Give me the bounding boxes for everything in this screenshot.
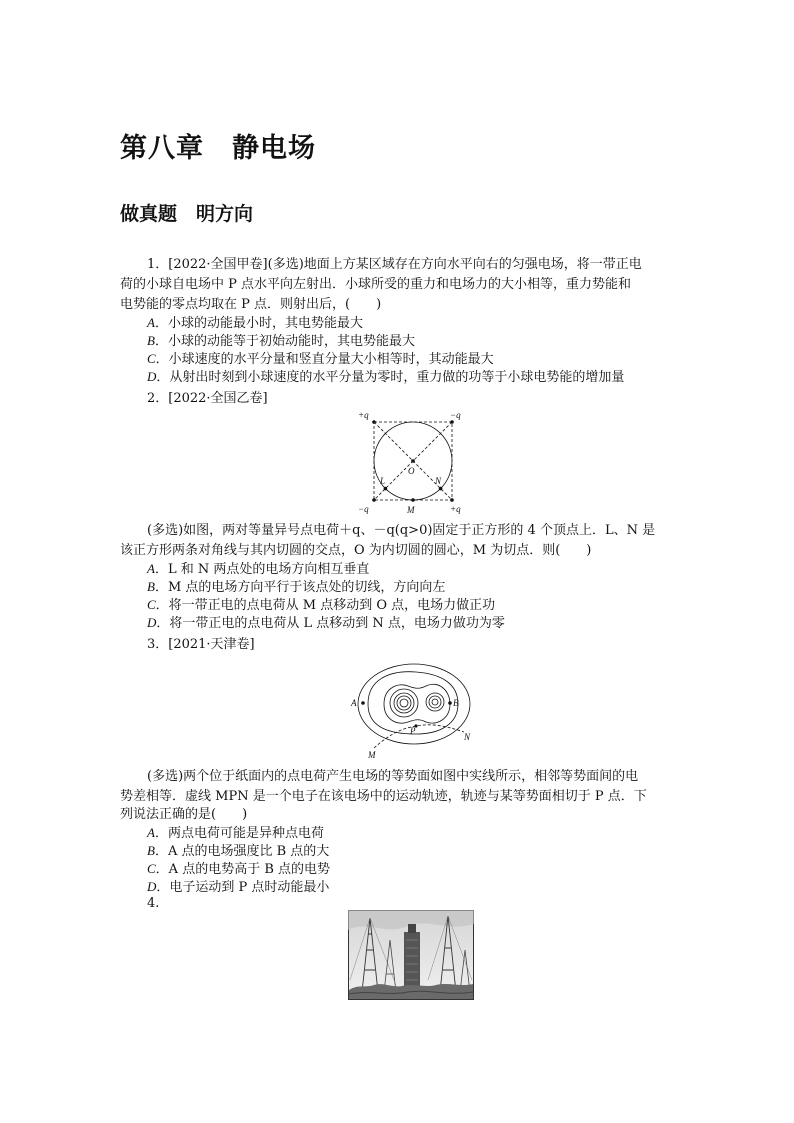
option-letter: C <box>147 351 156 366</box>
q2-line-1: (多选)如图，两对等量异号点电荷＋q、－q(q>0)固定于正方形的 4 个顶点上．L、N 是 <box>147 523 656 538</box>
label-top-left: +q <box>358 410 369 420</box>
option-text: ．M 点的电场方向平行于该点处的切线，方向向左 <box>154 580 446 595</box>
point-B <box>448 701 452 705</box>
option-letter: A <box>147 315 155 330</box>
q2-option-d <box>147 614 505 633</box>
building-top <box>408 924 416 933</box>
q1-option-a <box>147 314 363 333</box>
option-letter: A <box>147 825 155 840</box>
q3-option-b <box>147 842 329 861</box>
q4-photo-towers <box>348 910 474 1000</box>
option-text: ．电子运动到 P 点时动能最小 <box>156 880 330 895</box>
label-bottom-right: +q <box>450 504 461 514</box>
q1-option-b <box>147 332 415 351</box>
q3-equipotential-figure <box>344 656 486 762</box>
q2-option-c <box>147 596 495 615</box>
q3-option-a <box>147 824 324 843</box>
point-A <box>361 701 365 705</box>
chapter-title: 第八章 静电场 <box>120 133 316 164</box>
q2-option-a <box>147 560 369 579</box>
left-ring-3 <box>397 696 411 710</box>
charge-bottom-right <box>450 498 454 502</box>
label-A: A <box>351 698 357 708</box>
point-M <box>411 498 415 502</box>
q1-line-3: 电势能的零点均取在 P 点．则射出后，( ) <box>120 297 382 312</box>
q3-option-c <box>147 860 330 879</box>
q1-line-2: 荷的小球自电场中 P 点水平向左射出．小球所受的重力和电场力的大小相等，重力势能和 <box>120 277 632 292</box>
option-letter: B <box>147 579 155 594</box>
option-letter: B <box>147 843 155 858</box>
charge-bottom-left <box>372 498 376 502</box>
label-N: N <box>435 476 442 486</box>
section-title: 做真题 明方向 <box>120 203 254 225</box>
option-letter: D <box>147 615 157 630</box>
option-letter: D <box>147 369 157 384</box>
option-text: ．将一带正电的点电荷从 M 点移动到 O 点，电场力做正功 <box>155 598 496 613</box>
label-top-right: −q <box>450 410 461 420</box>
option-text: ．A 点的电势高于 B 点的电势 <box>155 862 331 877</box>
charge-top-left <box>372 420 376 424</box>
q3-option-d <box>147 878 329 897</box>
option-letter: C <box>147 861 156 876</box>
option-text: ．将一带正电的点电荷从 L 点移动到 N 点，电场力做功为零 <box>156 616 505 631</box>
point-O <box>411 459 415 463</box>
q2-option-b <box>147 578 445 597</box>
option-text: ．小球速度的水平分量和竖直分量大小相等时，其动能最大 <box>155 352 494 367</box>
option-text: ．两点电荷可能是异种点电荷 <box>154 826 324 841</box>
q2-line-2: 该正方形两条对角线与其内切圆的交点，O 为内切圆的圆心，M 为切点．则( ) <box>120 543 592 558</box>
label-L: L <box>380 476 386 486</box>
q3-header: 3．[2021·天津卷] <box>147 637 255 652</box>
q4-header: 4. <box>147 896 160 911</box>
q3-line-1: (多选)两个位于纸面内的点电荷产生电场的等势面如图中实线所示，相邻等势面间的电 <box>147 769 639 784</box>
option-letter: D <box>147 879 157 894</box>
right-ring-2 <box>429 696 441 708</box>
left-ring-4 <box>400 699 408 707</box>
right-ring-3 <box>432 699 438 705</box>
option-letter: C <box>147 597 156 612</box>
point-N <box>439 487 443 491</box>
charge-top-right <box>450 420 454 424</box>
q3-line-3: 列说法正确的是( ) <box>120 807 248 822</box>
trajectory-MPN <box>374 725 464 748</box>
q1-option-c <box>147 350 494 369</box>
q1-option-d <box>147 368 624 387</box>
q1-line-1: 1．[2022·全国甲卷](多选)地面上方某区域存在方向水平向右的匀强电场，将一带正电 <box>147 257 642 272</box>
label-M: M <box>407 505 415 515</box>
label-M: M <box>368 750 376 760</box>
option-text: ．L 和 N 两点处的电场方向相互垂直 <box>154 562 370 577</box>
option-text: ．从射出时刻到小球速度的水平分量为零时，重力做的功等于小球电势能的增加量 <box>156 370 625 385</box>
option-text: ．A 点的电场强度比 B 点的大 <box>154 844 330 859</box>
equipotential-outer-2 <box>368 672 458 734</box>
label-O: O <box>408 466 415 476</box>
label-B: B <box>453 698 459 708</box>
label-N: N <box>464 732 471 742</box>
option-text: ．小球的动能最小时，其电势能最大 <box>154 316 363 331</box>
q2-header: 2．[2022·全国乙卷] <box>147 391 268 406</box>
central-building <box>404 932 420 992</box>
q3-line-2: 势差相等．虚线 MPN 是一个电子在该电场中的运动轨迹，轨迹与某等势面相切于 P 点．下 <box>120 789 647 804</box>
label-P: P <box>410 726 416 736</box>
point-L <box>384 487 388 491</box>
option-text: ．小球的动能等于初始动能时，其电势能最大 <box>154 334 415 349</box>
option-letter: A <box>147 561 155 576</box>
q2-square-charges-figure <box>356 408 468 520</box>
option-letter: B <box>147 333 155 348</box>
label-bottom-left: −q <box>358 504 369 514</box>
